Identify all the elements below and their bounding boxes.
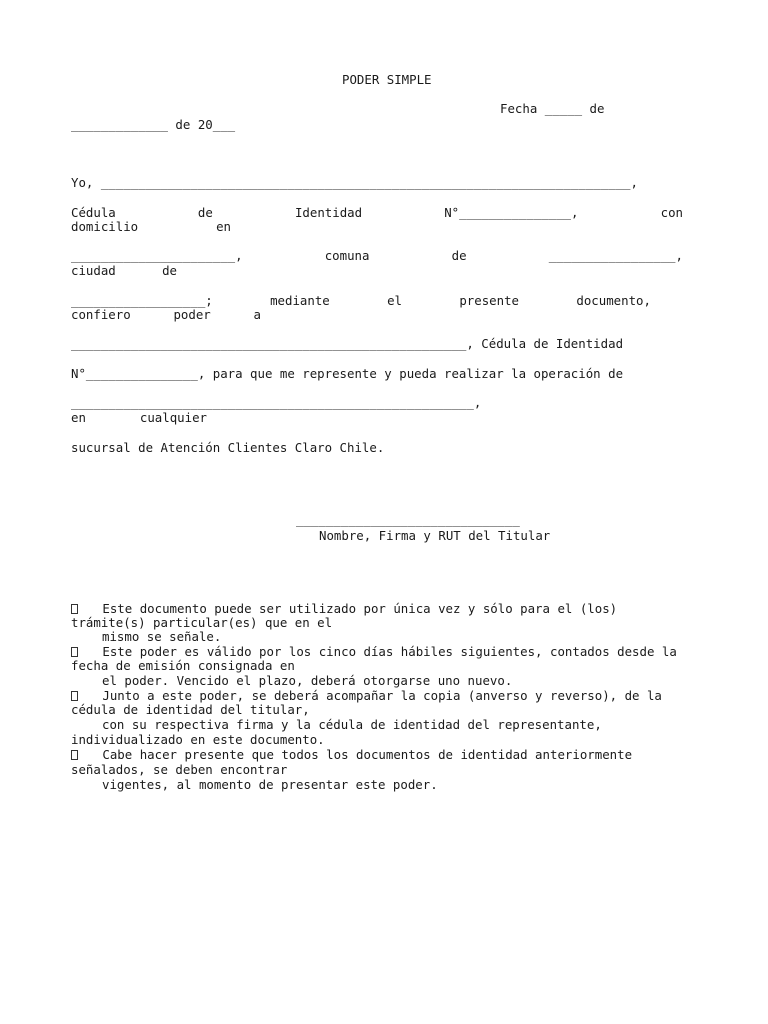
sucursal-line: sucursal de Atención Clientes Claro Chile. [71,440,385,455]
confiero-line [71,307,261,322]
word: con [660,205,683,220]
word: en [71,410,86,425]
note-text: Este documento puede ser utilizado por única vez y sólo para el (los) [102,601,618,616]
word: ciudad [71,263,116,278]
bullet-icon [71,691,78,701]
note-text: Junto a este poder, se deberá acompañar la copia (anverso y reverso), de la [102,688,662,703]
bullet-icon [71,647,78,657]
note-text: Este poder es válido por los cinco días hábiles siguientes, contados desde la [102,644,677,659]
note-text: el poder. Vencido el plazo, deberá otorgarse uno nuevo. [102,673,513,688]
word: de [197,205,213,220]
word: comuna [324,248,370,263]
word: poder [173,307,211,322]
numero-line: N°_______________, para que me represente y pueda realizar la operación de [71,366,624,381]
note-item [71,644,677,659]
bullet-icon [71,750,78,760]
word: documento, [576,293,651,308]
note-text: individualizado en este documento. [71,732,325,747]
word: de [162,263,177,278]
representante-line: _____________________________________________________, Cédula de Identidad [71,336,624,351]
en-cualquier-line [71,410,207,425]
operacion-line: ______________________________________________________, [71,395,482,410]
word: Identidad [294,205,363,220]
date-line-1: Fecha _____ de [500,101,605,116]
note-text: trámite(s) particular(es) que en el [71,615,333,630]
note-text: señalados, se deben encontrar [71,762,288,777]
signature-label: Nombre, Firma y RUT del Titular [319,528,551,543]
word: en [216,219,231,234]
word: Cédula [71,205,116,220]
domicilio-line [71,219,231,234]
cedula-line [71,205,683,220]
note-text: cédula de identidad del titular, [71,702,310,717]
word: de [451,248,467,263]
date-line-2: _____________ de 20___ [71,117,236,132]
note-item [71,601,617,616]
word: confiero [71,307,131,322]
mediante-line [71,293,651,308]
note-text: fecha de emisión consignada en [71,658,295,673]
note-text: mismo se señale. [102,629,222,644]
word: presente [459,293,520,308]
note-text: Cabe hacer presente que todos los documentos de identidad anteriormente [102,747,633,762]
word: cualquier [139,410,207,425]
word: el [387,293,403,308]
note-text: vigentes, al momento de presentar este poder. [102,777,438,792]
word: domicilio [71,219,139,234]
bullet-icon [71,604,78,614]
word: mediante [270,293,330,308]
document-title: PODER SIMPLE [342,72,432,87]
ciudad-line [71,263,177,278]
yo-line: Yo, _______________________________________________________________________, [71,175,638,190]
signature-line: ______________________________ [296,512,520,527]
word: ______________________, [71,248,243,263]
note-text: con su respectiva firma y la cédula de identidad del representante, [102,717,602,732]
word: N°_______________, [444,205,579,220]
comuna-line [71,248,683,263]
note-item [71,747,632,762]
word: __________________; [71,293,213,308]
word: _________________, [548,248,683,263]
word: a [253,307,261,322]
note-item [71,688,662,703]
